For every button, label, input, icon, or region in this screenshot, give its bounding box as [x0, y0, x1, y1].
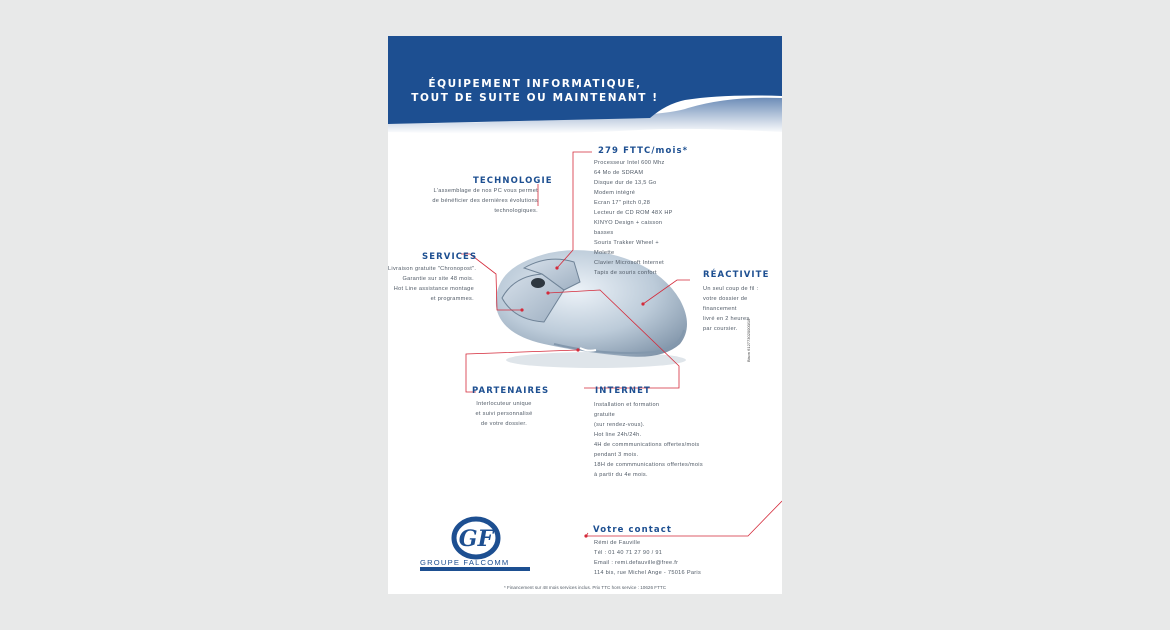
- technologie-line: de bénéficier des dernières évolutions: [432, 198, 538, 204]
- spec-line: Processeur Intel 600 Mhz: [594, 160, 665, 166]
- spec-line: Disque dur de 13,5 Go: [594, 180, 657, 186]
- spec-line: KINYO Design + caisson: [594, 220, 663, 226]
- internet-text: [594, 400, 703, 480]
- spec-line: 64 Mo de SDRAM: [594, 170, 644, 176]
- logo-monogram: GF: [458, 526, 494, 552]
- spec-line: Ecran 17" pitch 0,28: [594, 200, 651, 206]
- technologie-line: L'assemblage de nos PC vous permet: [433, 188, 538, 194]
- footnote: * Financement sur 48 mois services inclus. Prix TTC hors service : 10626 FTTC: [503, 585, 667, 590]
- contact-email: Email : remi.defauville@free.fr: [594, 560, 679, 566]
- reactivite-line: Un seul coup de fil :: [703, 286, 759, 292]
- partenaires-line: et suivi personnalisé: [475, 411, 533, 417]
- spec-line: Lecteur de CD ROM 48X HP: [594, 210, 673, 216]
- reactivite-line: votre dossier de: [703, 296, 748, 302]
- technologie-line: technologiques.: [494, 208, 538, 214]
- contact-text: [594, 538, 701, 578]
- internet-line: (sur rendez-vous).: [594, 422, 645, 428]
- internet-line: 18H de commmunications offertes/mois: [594, 462, 703, 468]
- technologie-title: TECHNOLOGIE: [473, 176, 553, 186]
- contact-name: Rémi de Fauville: [594, 540, 641, 546]
- internet-title: INTERNET: [595, 386, 651, 396]
- partenaires-line: Interlocuteur unique: [476, 401, 532, 407]
- reactivite-line: livré en 2 heures: [703, 316, 750, 322]
- technologie-text: [388, 186, 538, 216]
- services-line: et programmes.: [430, 296, 474, 302]
- contact-address: 114 bis, rue Michel Ange - 75016 Paris: [594, 570, 702, 576]
- services-text: [388, 264, 477, 304]
- internet-line: gratuite: [594, 412, 616, 418]
- services-line: Garantie sur site 48 mois.: [402, 276, 474, 282]
- contact-phone: Tél : 01 40 71 27 90 / 91: [594, 550, 663, 556]
- partenaires-line: de votre dossier.: [480, 421, 528, 427]
- partenaires-text: [464, 399, 544, 429]
- internet-line: Hot line 24h/24h.: [594, 432, 642, 438]
- price-specs: [594, 158, 673, 278]
- flyer-page: [388, 36, 782, 594]
- services-line: Hot Line assistance montage: [393, 286, 474, 292]
- headline-line-2: TOUT DE SUITE OU MAINTENANT !: [411, 91, 659, 104]
- services-line: Livraison gratuite "Chronopost".: [388, 266, 477, 272]
- partenaires-title: PARTENAIRES: [472, 386, 550, 396]
- internet-line: pendant 3 mois.: [594, 452, 639, 458]
- spec-line: Modem intégré: [594, 190, 636, 196]
- reactivite-line: financement: [703, 306, 737, 312]
- internet-line: 4H de commmunications offertes/mois: [594, 442, 700, 448]
- internet-line: Installation et formation: [594, 402, 660, 408]
- side-code: Bison 612773020000/10: [746, 318, 751, 362]
- logo-name: GROUPE FALCOMM: [420, 558, 510, 567]
- contact-title: Votre contact: [593, 525, 673, 535]
- spec-line: Clavier Microsoft Internet: [594, 260, 664, 266]
- reactivite-line: par coursier.: [703, 326, 738, 332]
- spec-line: Tapis de souris confort: [594, 270, 657, 276]
- services-title: SERVICES: [422, 252, 478, 262]
- spec-line: basses: [594, 230, 614, 236]
- internet-line: à partir du 4e mois.: [594, 472, 648, 478]
- price-title: 279 FTTC/mois*: [598, 146, 689, 156]
- headline-line-1: ÉQUIPEMENT INFORMATIQUE,: [428, 78, 642, 90]
- spec-line: Molette: [594, 250, 615, 256]
- spec-line: Souris Trakker Wheel +: [594, 240, 659, 246]
- reactivite-title: RÉACTIVITE: [703, 270, 770, 280]
- logo-strip: [420, 567, 530, 571]
